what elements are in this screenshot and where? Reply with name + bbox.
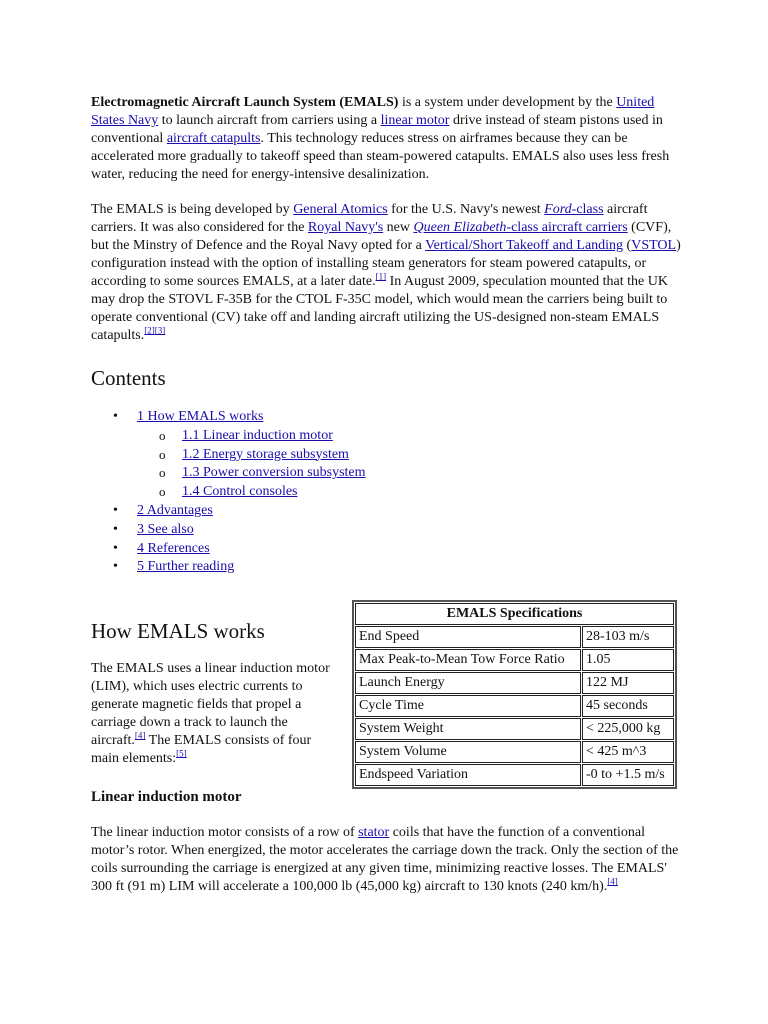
toc-link[interactable]: 1.1 Linear induction motor [182,427,333,443]
how-text: The EMALS uses a linear induction motor (LIM), which uses electric currents to generate magnetic fields that propel a carriage down a track to launch the aircraft. [91,661,330,748]
table-row [355,718,674,740]
intro-text: drive instead of steam pistons used in conventional [91,113,663,146]
spec-value: < 225,000 kg [582,718,674,740]
link-ford-class[interactable]: -class [571,202,604,217]
link-vertical-short-takeoff[interactable]: Vertical/Short Takeoff and Landing [425,238,624,253]
toc-item [91,540,366,559]
linear-induction-motor-heading: Linear induction motor [91,789,242,805]
link-aircraft-catapults[interactable]: aircraft catapults [166,131,261,146]
intro-text: is a system under development by the [398,95,617,110]
spec-label: Endspeed Variation [355,764,581,786]
development-paragraph [91,201,681,345]
link-queen-elizabeth-class[interactable]: -class aircraft carriers [506,220,628,235]
toc-link[interactable]: 2 Advantages [137,502,213,518]
toc-item [91,483,366,502]
toc-item [91,446,366,465]
toc-link[interactable]: 4 References [137,540,210,556]
how-emals-works-heading: How EMALS works [91,619,265,643]
dev-text: new [383,220,414,235]
toc-link[interactable]: 1.2 Energy storage subsystem [182,446,349,462]
dev-text: aircraft carriers. It was also considered for the [91,202,648,235]
lim-text: The linear induction motor consists of a row of [91,825,359,840]
link-general-atomics[interactable]: General Atomics [293,202,388,217]
spec-label: End Speed [355,626,581,648]
spec-label: System Volume [355,741,581,763]
toc-item [91,464,366,483]
toc-link[interactable]: 3 See also [137,521,194,537]
ref-5-link[interactable]: [5] [176,748,187,759]
spec-table-title: EMALS Specifications [355,603,674,625]
toc-item [91,427,366,446]
table-row [355,764,674,786]
table-row [355,672,674,694]
contents-title: Contents [91,366,166,390]
emals-specifications-table [352,600,677,789]
spec-value: 122 MJ [582,672,674,694]
table-row [355,626,674,648]
toc-item [91,502,366,521]
lim-text: coils that have the function of a conventional motor’s rotor. When energized, the motor accelerates the carriage down the track. Only the section of the coils surrounding the carriage is energized at any given time, minimizing reactive losses. The EMALS' 300 ft (91 m) LIM will accelerate a 100,000 lb (45,000 kg) aircraft to 130 knots (240 km/h). [91,825,679,894]
dev-text: ( [623,238,632,253]
ref-4-link[interactable]: [4] [607,876,618,887]
intro-text: . This technology reduces stress on airframes because they can be accelerated more gradually to takeoff speed than steam-powered catapults. EMALS also uses less fresh water, reducing the need for energy-intensive desalinization. [91,131,670,182]
table-row [355,741,674,763]
ref-3-link[interactable]: [3] [154,325,166,336]
link-united-states-navy[interactable]: United States Navy [91,95,655,128]
link-queen-elizabeth[interactable]: Queen Elizabeth [413,220,507,235]
spec-label: Launch Energy [355,672,581,694]
toc-item [91,521,366,540]
table-row [355,649,674,671]
dev-text: The EMALS is being developed by [91,202,294,217]
how-text: The EMALS consists of four main elements: [91,733,312,766]
spec-value: 45 seconds [582,695,674,717]
link-vstol[interactable]: VSTOL [631,238,677,253]
how-emals-works-paragraph [91,660,331,768]
toc-link[interactable]: 5 Further reading [137,559,235,575]
ref-1-link[interactable]: [1] [375,271,387,282]
dev-text: ) configuration instead with the option of installing steam generators for steam powered catapults, or according to some sources EMALS, at a later date. [91,238,681,289]
spec-value: 1.05 [582,649,674,671]
table-row [355,695,674,717]
link-ford[interactable]: Ford [544,202,572,217]
linear-induction-motor-paragraph [91,824,681,896]
toc-link[interactable]: 1.4 Control consoles [182,484,298,500]
spec-value: < 425 m^3 [582,741,674,763]
toc-item [91,408,366,427]
spec-label: Max Peak-to-Mean Tow Force Ratio [355,649,581,671]
link-linear-motor[interactable]: linear motor [380,113,450,128]
dev-text: (CVF), but the Minstry of Defence and the Royal Navy opted for a [91,220,672,253]
intro-bold-title: Electromagnetic Aircraft Launch System (EMALS) [91,95,399,110]
dev-text: for the U.S. Navy's newest [387,202,545,217]
intro-paragraph [91,94,681,184]
ref-2-link[interactable]: [2] [144,325,155,336]
dev-text: In August 2009, speculation mounted that the UK may drop the STOVL F-35B for the CTOL F-35C model, which would mean the carriers being built to operate conventional (CV) take off and landing aircraft utilizing the US-designed non-steam EMALS catapults. [91,274,668,343]
intro-text: to launch aircraft from carriers using a [158,113,381,128]
toc-item [91,558,366,577]
toc-link[interactable]: 1 How EMALS works [137,409,264,424]
link-royal-navy[interactable]: Royal Navy's [307,220,384,235]
spec-label: System Weight [355,718,581,740]
ref-4-link[interactable]: [4] [134,730,146,741]
spec-label: Cycle Time [355,695,581,717]
spec-value: -0 to +1.5 m/s [582,764,674,786]
spec-value: 28-103 m/s [582,626,674,648]
link-stator[interactable]: stator [358,825,390,840]
toc-link[interactable]: 1.3 Power conversion subsystem [182,465,366,481]
table-of-contents [91,408,366,577]
